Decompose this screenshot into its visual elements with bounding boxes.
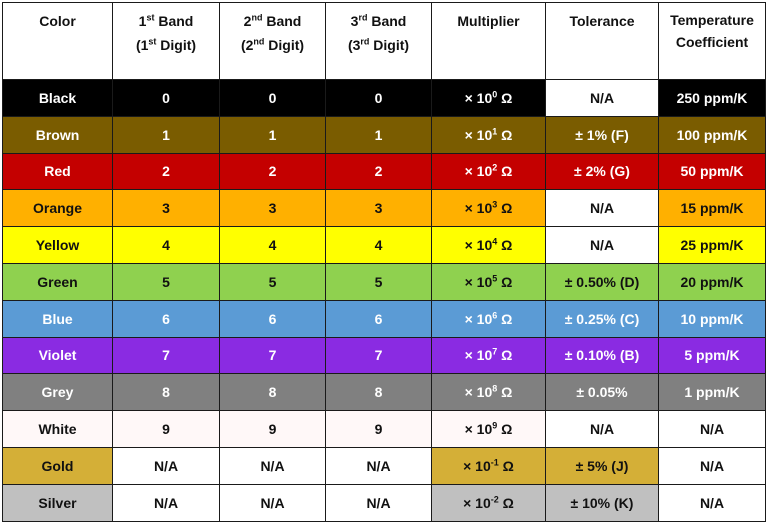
cell-digit-2: 6 <box>220 300 326 337</box>
multiplier-exponent: 6 <box>492 310 498 321</box>
cell-tolerance: ± 5% (J) <box>546 447 659 484</box>
table-row <box>3 300 766 337</box>
cell-digit-3: 1 <box>326 116 432 153</box>
table-row <box>3 411 766 448</box>
cell-digit-2: N/A <box>220 447 326 484</box>
cell-multiplier <box>432 411 546 448</box>
multiplier-exponent: 9 <box>492 420 498 431</box>
cell-multiplier <box>432 116 546 153</box>
cell-tolerance: ± 0.05% <box>546 374 659 411</box>
cell-color-name: Red <box>3 153 113 190</box>
cell-digit-3: 7 <box>326 337 432 374</box>
cell-digit-2: 0 <box>220 80 326 117</box>
cell-digit-3: 6 <box>326 300 432 337</box>
cell-temperature-coefficient: N/A <box>659 484 766 521</box>
cell-multiplier <box>432 190 546 227</box>
cell-multiplier <box>432 374 546 411</box>
multiplier-unit: Ω <box>501 200 513 217</box>
multiplier-base: × 10 <box>464 421 493 438</box>
cell-digit-2: 3 <box>220 190 326 227</box>
cell-digit-1: 5 <box>113 263 220 300</box>
multiplier-base: × 10 <box>464 310 493 327</box>
cell-tolerance: ± 0.50% (D) <box>546 263 659 300</box>
multiplier-unit: Ω <box>501 347 513 364</box>
table-row <box>3 227 766 264</box>
header-band-2: 2nd Band (2nd Digit) <box>220 3 326 80</box>
cell-multiplier <box>432 263 546 300</box>
cell-tolerance: N/A <box>546 190 659 227</box>
cell-color-name: Silver <box>3 484 113 521</box>
cell-digit-1: N/A <box>113 484 220 521</box>
multiplier-base: × 10 <box>464 347 493 364</box>
multiplier-exponent: 8 <box>492 383 498 394</box>
multiplier-exponent: 1 <box>492 126 498 137</box>
cell-tolerance: ± 10% (K) <box>546 484 659 521</box>
header-row <box>3 3 766 80</box>
cell-digit-1: 3 <box>113 190 220 227</box>
cell-digit-3: 2 <box>326 153 432 190</box>
cell-color-name: Black <box>3 80 113 117</box>
multiplier-unit: Ω <box>501 89 513 106</box>
cell-temperature-coefficient: 15 ppm/K <box>659 190 766 227</box>
multiplier-unit: Ω <box>501 126 513 143</box>
cell-temperature-coefficient: 10 ppm/K <box>659 300 766 337</box>
cell-color-name: Brown <box>3 116 113 153</box>
cell-temperature-coefficient: 1 ppm/K <box>659 374 766 411</box>
cell-temperature-coefficient: N/A <box>659 411 766 448</box>
multiplier-exponent: -1 <box>490 457 499 468</box>
cell-digit-2: N/A <box>220 484 326 521</box>
cell-multiplier <box>432 80 546 117</box>
cell-color-name: Gold <box>3 447 113 484</box>
multiplier-exponent: 0 <box>492 89 498 100</box>
header-temperature-coefficient: Temperature Coefficient <box>659 3 766 80</box>
multiplier-unit: Ω <box>501 237 513 254</box>
table-row <box>3 80 766 117</box>
cell-digit-2: 4 <box>220 227 326 264</box>
cell-color-name: Violet <box>3 337 113 374</box>
cell-multiplier <box>432 153 546 190</box>
cell-tolerance: ± 1% (F) <box>546 116 659 153</box>
multiplier-base: × 10 <box>464 384 493 401</box>
cell-digit-1: 1 <box>113 116 220 153</box>
header-multiplier: Multiplier <box>432 3 546 80</box>
table-row <box>3 337 766 374</box>
multiplier-base: × 10 <box>464 89 493 106</box>
cell-tolerance: ± 0.10% (B) <box>546 337 659 374</box>
multiplier-base: × 10 <box>464 273 493 290</box>
multiplier-base: × 10 <box>464 163 493 180</box>
cell-digit-1: 7 <box>113 337 220 374</box>
multiplier-exponent: 7 <box>492 346 498 357</box>
cell-multiplier <box>432 337 546 374</box>
cell-color-name: Grey <box>3 374 113 411</box>
cell-multiplier <box>432 447 546 484</box>
multiplier-unit: Ω <box>501 384 513 401</box>
cell-tolerance: N/A <box>546 227 659 264</box>
cell-temperature-coefficient: 50 ppm/K <box>659 153 766 190</box>
cell-tolerance: ± 0.25% (C) <box>546 300 659 337</box>
multiplier-exponent: 3 <box>492 199 498 210</box>
table-row <box>3 374 766 411</box>
cell-digit-1: 9 <box>113 411 220 448</box>
header-band-3: 3rd Band (3rd Digit) <box>326 3 432 80</box>
cell-digit-1: 8 <box>113 374 220 411</box>
cell-color-name: Green <box>3 263 113 300</box>
table-row <box>3 116 766 153</box>
cell-temperature-coefficient: 25 ppm/K <box>659 227 766 264</box>
cell-digit-3: 4 <box>326 227 432 264</box>
table-row <box>3 447 766 484</box>
cell-digit-3: N/A <box>326 447 432 484</box>
multiplier-unit: Ω <box>501 421 513 438</box>
multiplier-exponent: 2 <box>492 162 498 173</box>
cell-digit-3: 3 <box>326 190 432 227</box>
cell-digit-3: 0 <box>326 80 432 117</box>
table-row <box>3 190 766 227</box>
multiplier-exponent: 5 <box>492 273 498 284</box>
table-row <box>3 263 766 300</box>
multiplier-base: × 10 <box>463 494 491 511</box>
cell-color-name: Yellow <box>3 227 113 264</box>
table-row <box>3 484 766 521</box>
cell-digit-2: 1 <box>220 116 326 153</box>
cell-multiplier <box>432 484 546 521</box>
cell-temperature-coefficient: 250 ppm/K <box>659 80 766 117</box>
header-band-1: 1st Band (1st Digit) <box>113 3 220 80</box>
cell-tolerance: N/A <box>546 411 659 448</box>
cell-digit-2: 7 <box>220 337 326 374</box>
cell-temperature-coefficient: N/A <box>659 447 766 484</box>
multiplier-exponent: -2 <box>490 494 499 504</box>
multiplier-base: × 10 <box>464 200 493 217</box>
multiplier-unit: Ω <box>502 494 514 511</box>
multiplier-exponent: 4 <box>492 236 498 247</box>
multiplier-unit: Ω <box>501 163 513 180</box>
cell-digit-2: 9 <box>220 411 326 448</box>
cell-multiplier <box>432 300 546 337</box>
cell-digit-2: 5 <box>220 263 326 300</box>
cell-tolerance: ± 2% (G) <box>546 153 659 190</box>
cell-digit-1: 6 <box>113 300 220 337</box>
multiplier-unit: Ω <box>502 457 514 474</box>
multiplier-unit: Ω <box>501 310 513 327</box>
cell-digit-1: 4 <box>113 227 220 264</box>
cell-digit-1: 0 <box>113 80 220 117</box>
resistor-color-code-table <box>2 2 766 522</box>
cell-color-name: Orange <box>3 190 113 227</box>
cell-multiplier <box>432 227 546 264</box>
header-tolerance: Tolerance <box>546 3 659 80</box>
cell-digit-2: 2 <box>220 153 326 190</box>
multiplier-unit: Ω <box>501 273 513 290</box>
cell-digit-1: N/A <box>113 447 220 484</box>
cell-temperature-coefficient: 100 ppm/K <box>659 116 766 153</box>
cell-temperature-coefficient: 20 ppm/K <box>659 263 766 300</box>
cell-digit-3: N/A <box>326 484 432 521</box>
table-body <box>3 80 766 522</box>
cell-digit-3: 9 <box>326 411 432 448</box>
cell-digit-3: 8 <box>326 374 432 411</box>
cell-digit-2: 8 <box>220 374 326 411</box>
table-row <box>3 153 766 190</box>
cell-tolerance: N/A <box>546 80 659 117</box>
header-color: Color <box>3 3 113 80</box>
cell-digit-1: 2 <box>113 153 220 190</box>
cell-color-name: Blue <box>3 300 113 337</box>
multiplier-base: × 10 <box>463 457 491 474</box>
multiplier-base: × 10 <box>464 237 493 254</box>
cell-temperature-coefficient: 5 ppm/K <box>659 337 766 374</box>
multiplier-base: × 10 <box>464 126 493 143</box>
cell-color-name: White <box>3 411 113 448</box>
cell-digit-3: 5 <box>326 263 432 300</box>
